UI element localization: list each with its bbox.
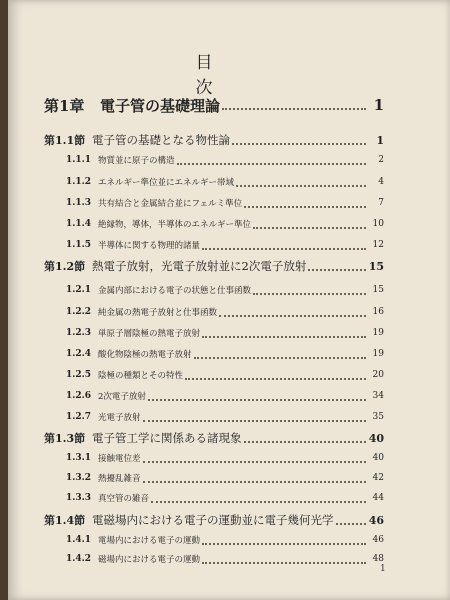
entry-number: 第1.4節 — [44, 514, 86, 527]
subsection-entry — [66, 323, 384, 343]
subsection-entry — [66, 280, 384, 300]
entry-number: 1.3.3 — [66, 493, 92, 503]
entry-number: 1.1.1 — [66, 155, 92, 165]
subsection-entry — [66, 488, 384, 508]
entry-title: 陰極の種類とその特性 — [98, 371, 184, 381]
book-page — [8, 0, 450, 600]
entry-title: 単原子層陰極の熱電子放射 — [98, 329, 201, 339]
entry-number: 1.2.6 — [66, 391, 92, 401]
subsection-entry — [66, 365, 384, 385]
leader-dots — [236, 185, 366, 187]
entry-number: 1.2.4 — [66, 349, 92, 359]
subsection-entry — [66, 235, 384, 255]
entry-title: 絶縁物，導体，半導体のエネルギー準位 — [98, 220, 252, 230]
entry-page: 44 — [372, 493, 384, 503]
entry-page: 46 — [372, 535, 384, 545]
entry-number: 1.1.4 — [66, 219, 92, 229]
entry-page: 16 — [372, 307, 384, 317]
subsection-entry — [66, 448, 384, 468]
subsection-entry — [66, 407, 384, 427]
chapter-page: 1 — [373, 96, 384, 114]
subsection-entry — [66, 344, 384, 364]
entry-page: 35 — [372, 412, 384, 422]
entry-page: 15 — [372, 285, 384, 295]
entry-number: 1.3.2 — [66, 473, 92, 483]
entry-page: 20 — [372, 370, 384, 380]
leader-dots — [194, 357, 366, 359]
entry-title: 半導体に関する物理的諸量 — [98, 241, 201, 251]
entry-title: 電子管の基礎となる物性論 — [92, 133, 230, 147]
entry-page: 42 — [372, 473, 384, 483]
section-entry — [44, 510, 384, 530]
entry-title: 磁場内における電子の運動 — [98, 555, 201, 565]
entry-title: 純金属の熱電子放射と仕事函数 — [98, 308, 218, 318]
leader-dots — [219, 315, 366, 317]
entry-title: 物質並に原子の構造 — [98, 156, 175, 166]
entry-page: 34 — [372, 391, 384, 401]
page-title: 目 次 — [195, 53, 286, 98]
subsection-entry — [66, 530, 384, 550]
leader-dots — [232, 143, 366, 145]
section-entry — [44, 130, 384, 150]
entry-number: 1.1.2 — [66, 177, 92, 187]
entry-title: 電場内における電子の運動 — [98, 536, 201, 546]
entry-number: 第1.2節 — [44, 260, 86, 273]
entry-number: 1.2.2 — [66, 307, 92, 317]
subsection-entry — [66, 214, 384, 234]
leader-dots — [143, 481, 366, 483]
entry-number: 第1.1節 — [44, 134, 86, 147]
leader-dots — [202, 336, 366, 338]
entry-page: 19 — [372, 328, 384, 338]
entry-title: エネルギー準位並にエネルギー帯域 — [98, 178, 235, 188]
entry-title: 金属内部における電子の状態と仕事函数 — [98, 286, 252, 296]
leader-dots — [244, 441, 367, 443]
entry-page: 4 — [378, 177, 384, 187]
entry-number: 1.4.1 — [66, 535, 92, 545]
entry-page: 15 — [368, 259, 384, 273]
leader-dots — [202, 248, 366, 250]
section-entry — [44, 428, 384, 448]
leader-dots — [308, 269, 366, 271]
leader-dots — [143, 461, 366, 463]
leader-dots — [177, 163, 366, 165]
subsection-entry — [66, 549, 384, 569]
entry-page: 19 — [372, 349, 384, 359]
entry-title: 共有結合と金属結合並にフェルミ準位 — [98, 199, 243, 209]
section-entry — [44, 256, 384, 276]
subsection-entry — [66, 302, 384, 322]
entry-title: 酸化物陰極の熱電子放射 — [98, 350, 192, 360]
leader-dots — [143, 420, 366, 422]
entry-page: 46 — [368, 513, 384, 527]
entry-page: 48 — [372, 554, 384, 564]
entry-number: 1.2.1 — [66, 285, 92, 295]
entry-page: 40 — [372, 453, 384, 463]
chapter-heading — [44, 95, 384, 115]
chapter-title: 電子管の基礎理論 — [100, 96, 221, 115]
entry-title: 光電子放射 — [98, 413, 141, 423]
entry-number: 1.2.3 — [66, 328, 92, 338]
entry-title: 電子管工学に関係ある諸現象 — [92, 431, 242, 445]
entry-page: 40 — [368, 431, 384, 445]
entry-number: 1.1.5 — [66, 240, 92, 250]
subsection-entry — [66, 172, 384, 192]
leader-dots — [202, 543, 366, 545]
subsection-entry — [66, 150, 384, 170]
leader-dots — [148, 399, 366, 401]
entry-page: 7 — [378, 198, 384, 208]
subsection-entry — [66, 386, 384, 406]
entry-page: 2 — [378, 155, 384, 165]
entry-title: 真空管の雑音 — [98, 494, 150, 504]
leader-dots — [253, 227, 366, 229]
entry-number: 1.4.2 — [66, 554, 92, 564]
leader-dots — [202, 562, 366, 564]
entry-page: 1 — [376, 133, 384, 147]
entry-number: 1.1.3 — [66, 198, 92, 208]
leader-dots — [185, 378, 366, 380]
entry-title: 2次電子放射 — [98, 392, 146, 402]
leader-dots — [151, 501, 366, 503]
chapter-number: 第1章 — [44, 96, 85, 115]
page-folio: 1 — [380, 564, 386, 574]
leader-dots — [244, 206, 366, 208]
entry-title: 電磁場内における電子の運動並に電子幾何光学 — [92, 513, 334, 527]
entry-title: 熱擾乱雑音 — [98, 474, 141, 484]
entry-title: 熱電子放射，光電子放射並に2次電子放射 — [92, 259, 307, 273]
entry-number: 1.2.5 — [66, 370, 92, 380]
subsection-entry — [66, 193, 384, 213]
entry-page: 10 — [372, 219, 384, 229]
entry-number: 1.2.7 — [66, 412, 92, 422]
leader-dots — [253, 293, 366, 295]
entry-number: 第1.3節 — [44, 432, 86, 445]
entry-page: 12 — [372, 240, 384, 250]
subsection-entry — [66, 468, 384, 488]
leader-dots — [336, 523, 367, 525]
entry-number: 1.3.1 — [66, 453, 92, 463]
entry-title: 接触電位差 — [98, 454, 141, 464]
leader-dots — [222, 108, 366, 110]
